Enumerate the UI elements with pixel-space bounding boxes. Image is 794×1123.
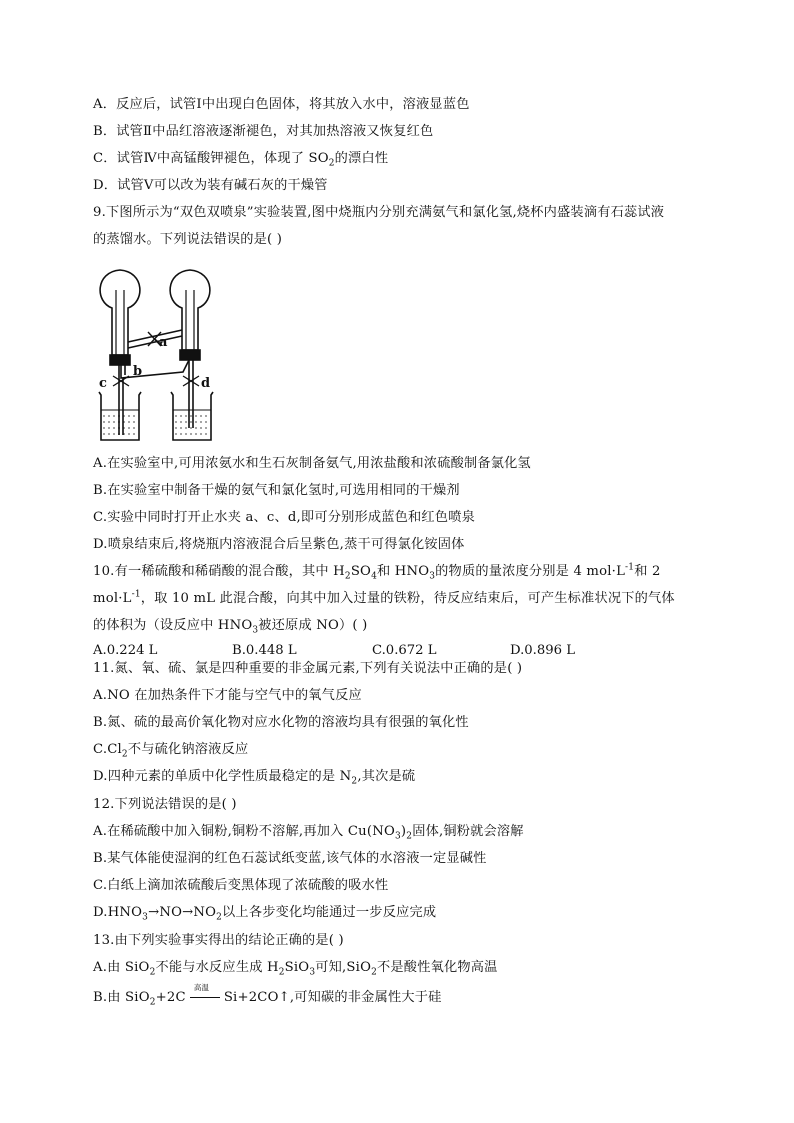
q10-option-a: A.0.224 L bbox=[93, 643, 158, 658]
q11-option-d: D.四种元素的单质中化学性质最稳定的是 $N_2$,其次是硫 bbox=[93, 769, 416, 787]
q12-stem: 12.下列说法错误的是( ) bbox=[93, 797, 237, 812]
q10-option-b: B.0.448 L bbox=[232, 643, 297, 658]
q11-stem: 11.氮、氧、硫、氯是四种重要的非金属元素,下列有关说法中正确的是( ) bbox=[93, 661, 523, 676]
q9-stem-line2: 的蒸馏水。下列说法错误的是( ) bbox=[93, 232, 283, 247]
q10-stem-line1: 10.有一稀硫酸和稀硝酸的混合酸，其中 $H_2SO_4$和 $HNO_3$的物质的量浓度分别是 4 $mol\cdot L^{-1}$和 2 bbox=[93, 562, 661, 582]
clamp-d bbox=[183, 376, 199, 386]
q10-stem-line3: 的体积为（设反应中 $HNO_3$被还原成 NO）( ) bbox=[93, 618, 368, 636]
q10-option-c: C.0.672 L bbox=[372, 643, 437, 658]
label-c: c bbox=[99, 376, 107, 391]
q9-option-c: C.实验中同时打开止水夹 a、c、d,即可分别形成蓝色和红色喷泉 bbox=[93, 510, 475, 525]
q13-option-a: A.由 SiO$_2$不能与水反应生成 $H_2SiO_3$可知,SiO$_2$不是酸性氧化物高温 bbox=[93, 960, 498, 978]
q9-option-b: B.在实验室中制备干燥的氨气和氯化氢时,可选用相同的干燥剂 bbox=[93, 483, 460, 498]
q12-option-c: C.白纸上滴加浓硫酸后变黑体现了浓硫酸的吸水性 bbox=[93, 878, 389, 893]
q10-option-d: D.0.896 L bbox=[510, 643, 575, 658]
label-a: a bbox=[159, 335, 168, 350]
label-b: b bbox=[133, 364, 143, 379]
left-flask bbox=[100, 270, 140, 355]
label-d: d bbox=[201, 376, 211, 391]
q8-option-c: C．试管Ⅳ中高锰酸钾褪色，体现了 $SO_2$的漂白性 bbox=[93, 151, 389, 169]
q8-option-a: A．反应后，试管Ⅰ中出现白色固体，将其放入水中，溶液显蓝色 bbox=[93, 97, 470, 112]
q11-option-b: B.氮、硫的最高价氧化物对应水化物的溶液均具有很强的氧化性 bbox=[93, 715, 469, 730]
q13-option-b: B.由 SiO$_2$+2C 高温 Si+2CO↑,可知碳的非金属性大于硅 bbox=[93, 983, 442, 1008]
q12-option-a: A.在稀硫酸中加入铜粉,铜粉不溶解,再加入 $Cu(NO_3)_2$固体,铜粉就会溶解 bbox=[93, 824, 524, 842]
q9-option-a: A.在实验室中,可用浓氨水和生石灰制备氨气,用浓盐酸和浓硫酸制备氯化氢 bbox=[93, 456, 531, 471]
q8-option-d: D．试管Ⅴ可以改为装有碱石灰的干燥管 bbox=[93, 178, 328, 193]
q8-option-b: B．试管Ⅱ中品红溶液逐渐褪色，对其加热溶液又恢复红色 bbox=[93, 124, 434, 139]
reaction-condition-arrow: 高温 bbox=[186, 988, 224, 1008]
q11-option-a: A.NO 在加热条件下才能与空气中的氧气反应 bbox=[93, 688, 362, 703]
q12-option-d: $D.HNO_3\to NO\to NO_2$以上各步变化均能通过一步反应完成 bbox=[93, 905, 437, 923]
q9-stem-line1: 9.下图所示为“双色双喷泉”实验装置,图中烧瓶内分别充满氨气和氯化氢,烧杯内盛装滴有石蕊试液 bbox=[93, 205, 665, 220]
q10-stem-line2: $mol\cdot L^{-1}$，取 10 mL 此混合酸，向其中加入过量的铁粉，待反应结束后，可产生标准状况下的气体 bbox=[93, 589, 675, 606]
q12-option-b: B.某气体能使湿润的红色石蕊试纸变蓝,该气体的水溶液一定显碱性 bbox=[93, 851, 487, 866]
q11-option-c: $C.Cl_2$不与硫化钠溶液反应 bbox=[93, 742, 249, 760]
q9-option-d: D.喷泉结束后,将烧瓶内溶液混合后呈紫色,蒸干可得氯化铵固体 bbox=[93, 537, 465, 552]
q13-stem: 13.由下列实验事实得出的结论正确的是( ) bbox=[93, 933, 344, 948]
fountain-apparatus-figure bbox=[93, 260, 228, 442]
